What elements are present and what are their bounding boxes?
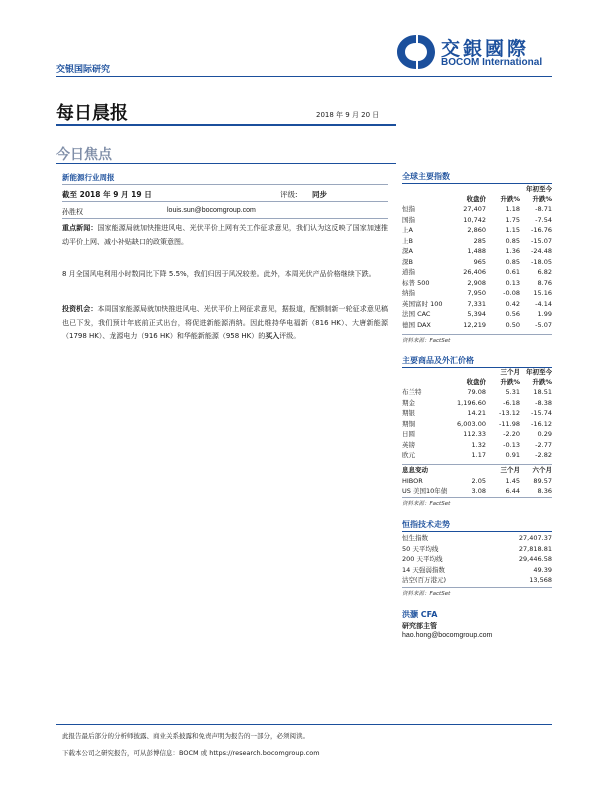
index-row-cell: -5.07 bbox=[535, 320, 552, 329]
commodity-row-cell: 英镑 bbox=[402, 440, 415, 449]
rating-label: 评级: bbox=[280, 190, 298, 199]
col-ytd-top: 年初至今 bbox=[526, 368, 552, 376]
commodity-row bbox=[402, 429, 552, 440]
index-row-cell: 26,406 bbox=[463, 268, 486, 276]
hsi-tech-row bbox=[402, 575, 552, 586]
index-row-cell: 0.85 bbox=[505, 236, 520, 245]
analyst-email-link[interactable]: louis.sun@bocomgroup.com bbox=[167, 207, 256, 214]
page-title: 每日晨报 bbox=[56, 103, 128, 124]
index-row-cell: 0.13 bbox=[505, 278, 520, 287]
commodity-row-cell: 5.31 bbox=[505, 388, 520, 396]
research-head-name: 洪灏 CFA bbox=[402, 610, 438, 619]
index-row-cell: -16.76 bbox=[531, 226, 552, 234]
commodity-row-cell: -13.12 bbox=[499, 409, 520, 417]
commodity-row-cell: 布兰特 bbox=[402, 388, 422, 396]
commodity-row-cell: -2.82 bbox=[535, 451, 552, 459]
hsi-tech-row-cell: 50 天平均线 bbox=[402, 544, 439, 553]
paragraph-wind-utilization bbox=[62, 268, 388, 282]
brand-research-label: 交银国际研究 bbox=[56, 65, 111, 75]
index-row-cell: 0.56 bbox=[505, 310, 520, 318]
paragraph-investment bbox=[62, 303, 388, 344]
hsi-tech-row-cell: 恒生指数 bbox=[402, 534, 428, 542]
index-row-cell: 2,860 bbox=[467, 226, 486, 234]
rate-row-cell: 1.45 bbox=[505, 476, 520, 485]
index-row-cell: -4.14 bbox=[535, 299, 552, 308]
rate-row-cell: 89.57 bbox=[533, 476, 552, 485]
index-row-cell: 1,488 bbox=[467, 247, 486, 255]
commodity-row bbox=[402, 440, 552, 451]
global-indices-title: 全球主要指数 bbox=[402, 172, 450, 181]
rates-table bbox=[402, 465, 552, 497]
commodity-row-cell: 14.21 bbox=[467, 409, 486, 417]
commodity-row-cell: 0.91 bbox=[505, 451, 520, 459]
index-row-cell: 标普 500 bbox=[402, 278, 430, 287]
index-row-cell: 0.85 bbox=[505, 257, 520, 266]
index-row-cell: 1.18 bbox=[505, 205, 520, 213]
analyst-divider bbox=[62, 218, 388, 219]
report-cutoff-date: 截至 2018 年 9 月 19 日 bbox=[62, 190, 152, 199]
rate-row-cell: 3.08 bbox=[471, 487, 486, 495]
research-head-email-link[interactable]: hao.hong@bocomgroup.com bbox=[402, 632, 493, 639]
hsi-tech-row-cell: 14 天强弱指数 bbox=[402, 565, 445, 574]
index-row-cell: 德国 DAX bbox=[402, 320, 431, 329]
index-row-cell: 1.36 bbox=[505, 247, 520, 255]
bocom-logo bbox=[395, 33, 575, 71]
commodity-row-cell: -15.74 bbox=[531, 409, 552, 417]
index-row-cell: 10,742 bbox=[463, 215, 486, 224]
hsi-tech-row bbox=[402, 565, 552, 576]
hsi-tech-row-cell: 29,446.58 bbox=[518, 555, 552, 563]
hsi-tech-row bbox=[402, 554, 552, 565]
index-row-cell: 深A bbox=[402, 247, 413, 255]
hsi-tech-row bbox=[402, 533, 552, 544]
key-news-label: 重点新闻： bbox=[62, 224, 98, 232]
report-date: 2018 年 9 月 20 日 bbox=[316, 111, 380, 119]
investment-end: 评级。 bbox=[279, 332, 301, 340]
index-row-cell: 8.76 bbox=[537, 278, 552, 287]
investment-label: 投资机会： bbox=[62, 305, 98, 313]
wind-utilization-text: 8 月全国风电利用小时数同比下降 5.5%，我们归因于风况较差。此外，本周光伏产品价格继续下跌。 bbox=[62, 270, 376, 278]
hsi-tech-row bbox=[402, 544, 552, 555]
index-row bbox=[402, 320, 552, 331]
commodity-row-cell: -16.12 bbox=[531, 419, 552, 428]
investment-text: 本周国家能源局就加快推进风电、光伏平价上网征求意见，据报道，配额制新一轮征求意见稿也已下发，我们预计年底前正式出台，将促进新能源消纳。因此维持华电福新（816 HK）、大唐新能源（1798 HK）、龙源电力（916 HK）和华能新能源（958 HK）的 bbox=[62, 305, 389, 340]
global-indices-table bbox=[402, 185, 552, 330]
index-row-cell: 7,331 bbox=[467, 299, 486, 308]
index-row-cell: 英国富时 100 bbox=[402, 299, 443, 308]
rate-row bbox=[402, 476, 552, 487]
paragraph-key-news bbox=[62, 222, 388, 249]
index-row-cell: 27,407 bbox=[463, 205, 486, 213]
index-row-cell: -7.54 bbox=[535, 215, 552, 224]
hsi-tech-row-cell: 13,568 bbox=[529, 576, 552, 584]
commodity-row-cell: 6,003.00 bbox=[457, 419, 486, 428]
hsi-tech-divider bbox=[402, 531, 552, 532]
commodity-row bbox=[402, 419, 552, 430]
col-3m-change: 升跌% bbox=[500, 378, 520, 386]
index-row-cell: 0.61 bbox=[505, 268, 520, 276]
index-row bbox=[402, 309, 552, 320]
index-row-cell: -8.71 bbox=[535, 205, 552, 213]
index-row-cell: 国指 bbox=[402, 215, 415, 224]
col-change: 升跌% bbox=[500, 195, 520, 203]
cutoff-divider bbox=[62, 201, 388, 202]
index-row-cell: 纳指 bbox=[402, 289, 415, 297]
index-row-cell: 道指 bbox=[402, 268, 415, 276]
report-topic: 新能源行业周报 bbox=[62, 173, 115, 182]
commodity-row-cell: 期金 bbox=[402, 398, 415, 407]
index-row-cell: 1.99 bbox=[537, 310, 552, 318]
hsi-tech-table bbox=[402, 533, 552, 586]
commodity-row-cell: -0.13 bbox=[503, 440, 520, 449]
rates-header-label: 息息变动 bbox=[402, 466, 428, 474]
commodity-row-cell: -2.20 bbox=[503, 430, 520, 438]
rates-header-6m: 六个月 bbox=[532, 466, 552, 474]
commodity-row-cell: 期银 bbox=[402, 409, 415, 417]
commodity-row-cell: 1,196.60 bbox=[457, 398, 486, 407]
hsi-tech-row-cell: 200 天平均线 bbox=[402, 555, 443, 563]
logo-english-name: BOCOM International bbox=[441, 57, 543, 68]
commodity-row-cell: -6.18 bbox=[503, 398, 520, 407]
index-row bbox=[402, 215, 552, 226]
commodities-table bbox=[402, 368, 552, 461]
logo-chinese-name: 交銀國際 bbox=[441, 38, 530, 60]
bocom-logo-icon bbox=[395, 33, 437, 71]
hsi-tech-title: 恒指技术走势 bbox=[402, 520, 450, 529]
index-row bbox=[402, 278, 552, 289]
index-row-cell: 2,908 bbox=[467, 278, 486, 287]
commodity-row-cell: -2.77 bbox=[535, 440, 552, 449]
col-ytd-top: 年初至今 bbox=[526, 185, 552, 193]
buy-rating: 买入 bbox=[265, 332, 280, 340]
commodity-row-cell: 1.17 bbox=[471, 451, 486, 459]
index-row-cell: 7,950 bbox=[467, 289, 486, 297]
index-row bbox=[402, 267, 552, 278]
rating-value: 同步 bbox=[312, 190, 327, 199]
footer-disclaimer: 此报告最后部分的分析师披露、商业关系披露和免责声明为报告的一部分，必须阅读。 bbox=[62, 732, 309, 740]
index-row-cell: 0.42 bbox=[505, 299, 520, 308]
title-divider bbox=[56, 124, 396, 126]
commodities-bottom-rule bbox=[402, 497, 552, 498]
index-row-cell: 上A bbox=[402, 226, 413, 234]
commodity-row-cell: 期铜 bbox=[402, 419, 415, 428]
key-news-text: 国家能源局就加快推进风电、光伏平价上网有关工作征求意见，我们认为这反映了国家加速推动平价上网、减小补贴缺口的政策意图。 bbox=[62, 224, 389, 246]
commodity-row-cell: 0.29 bbox=[537, 430, 552, 438]
topic-divider bbox=[62, 184, 388, 185]
commodities-source: 资料来源：FactSet bbox=[402, 501, 451, 507]
commodity-row-cell: 79.08 bbox=[467, 388, 486, 396]
hsi-tech-row-cell: 沽空(百万港元) bbox=[402, 576, 447, 584]
global-indices-divider bbox=[402, 183, 552, 184]
commodities-title: 主要商品及外汇价格 bbox=[402, 356, 474, 365]
commodity-row-cell: -8.38 bbox=[535, 398, 552, 407]
header-divider bbox=[56, 76, 552, 77]
commodity-row bbox=[402, 450, 552, 461]
commodity-row-cell: -11.98 bbox=[499, 419, 520, 428]
hsi-tech-bottom-rule bbox=[402, 587, 552, 588]
commodity-row bbox=[402, 408, 552, 419]
hsi-tech-row-cell: 27,407.37 bbox=[518, 534, 552, 542]
index-row-cell: 12,219 bbox=[463, 320, 486, 329]
index-row-cell: 285 bbox=[473, 236, 486, 245]
col-close: 收盘价 bbox=[466, 195, 486, 203]
index-row bbox=[402, 299, 552, 310]
index-row bbox=[402, 257, 552, 268]
rate-row-cell: 2.05 bbox=[471, 476, 486, 485]
index-row-cell: -18.05 bbox=[531, 257, 552, 266]
index-row-cell: 上B bbox=[402, 236, 413, 245]
analyst-name: 孙胜权 bbox=[62, 208, 83, 216]
col-ytd-bottom: 升跌% bbox=[532, 195, 552, 203]
index-row bbox=[402, 204, 552, 215]
index-row-cell: 法国 CAC bbox=[402, 310, 431, 318]
index-row-cell: 1.75 bbox=[505, 215, 520, 224]
section-subtitle: 今日焦点 bbox=[56, 147, 112, 163]
index-row bbox=[402, 246, 552, 257]
index-row-cell: 恒指 bbox=[402, 205, 415, 213]
footer-divider bbox=[56, 724, 552, 725]
index-row-cell: -0.08 bbox=[503, 289, 520, 297]
rate-row-cell: HIBOR bbox=[402, 476, 423, 485]
col-3m-top: 三个月 bbox=[500, 368, 520, 376]
commodity-row-cell: 欧元 bbox=[402, 451, 415, 459]
commodity-row bbox=[402, 398, 552, 409]
index-row-cell: -15.07 bbox=[531, 236, 552, 245]
research-head-title: 研究部主管 bbox=[402, 622, 437, 630]
global-indices-bottom-rule bbox=[402, 334, 552, 335]
global-indices-source: 资料来源：FactSet bbox=[402, 338, 451, 344]
index-row-cell: -24.48 bbox=[531, 247, 552, 255]
commodity-row bbox=[402, 387, 552, 398]
rate-row-cell: US 美国10年债 bbox=[402, 487, 448, 495]
rate-row-cell: 8.36 bbox=[537, 487, 552, 495]
index-row-cell: 0.50 bbox=[505, 320, 520, 329]
hsi-tech-row-cell: 27,818.81 bbox=[518, 544, 552, 553]
commodity-row-cell: 日圆 bbox=[402, 430, 415, 438]
index-row bbox=[402, 236, 552, 247]
commodity-row-cell: 112.33 bbox=[463, 430, 486, 438]
index-row-cell: 1.15 bbox=[505, 226, 520, 234]
hsi-tech-source: 资料来源：FactSet bbox=[402, 591, 451, 597]
rate-row-cell: 6.44 bbox=[505, 487, 520, 495]
index-row bbox=[402, 225, 552, 236]
commodity-row-cell: 1.32 bbox=[471, 440, 486, 449]
index-row-cell: 深B bbox=[402, 257, 413, 266]
col-close: 收盘价 bbox=[466, 378, 486, 386]
col-ytd-change: 升跌% bbox=[532, 378, 552, 386]
subtitle-divider bbox=[56, 163, 396, 164]
rates-header-3m: 三个月 bbox=[500, 466, 520, 474]
index-row bbox=[402, 288, 552, 299]
commodity-row-cell: 18.51 bbox=[533, 388, 552, 396]
hsi-tech-row-cell: 49.39 bbox=[533, 565, 552, 574]
index-row-cell: 15.16 bbox=[533, 289, 552, 297]
index-row-cell: 965 bbox=[473, 257, 486, 266]
footer-download-info: 下载本公司之研究报告，可从彭博信息：BOCM 或 https://research.bocomgroup.com bbox=[62, 749, 320, 757]
rate-row bbox=[402, 486, 552, 497]
index-row-cell: 5,394 bbox=[467, 310, 486, 318]
index-row-cell: 6.82 bbox=[537, 268, 552, 276]
